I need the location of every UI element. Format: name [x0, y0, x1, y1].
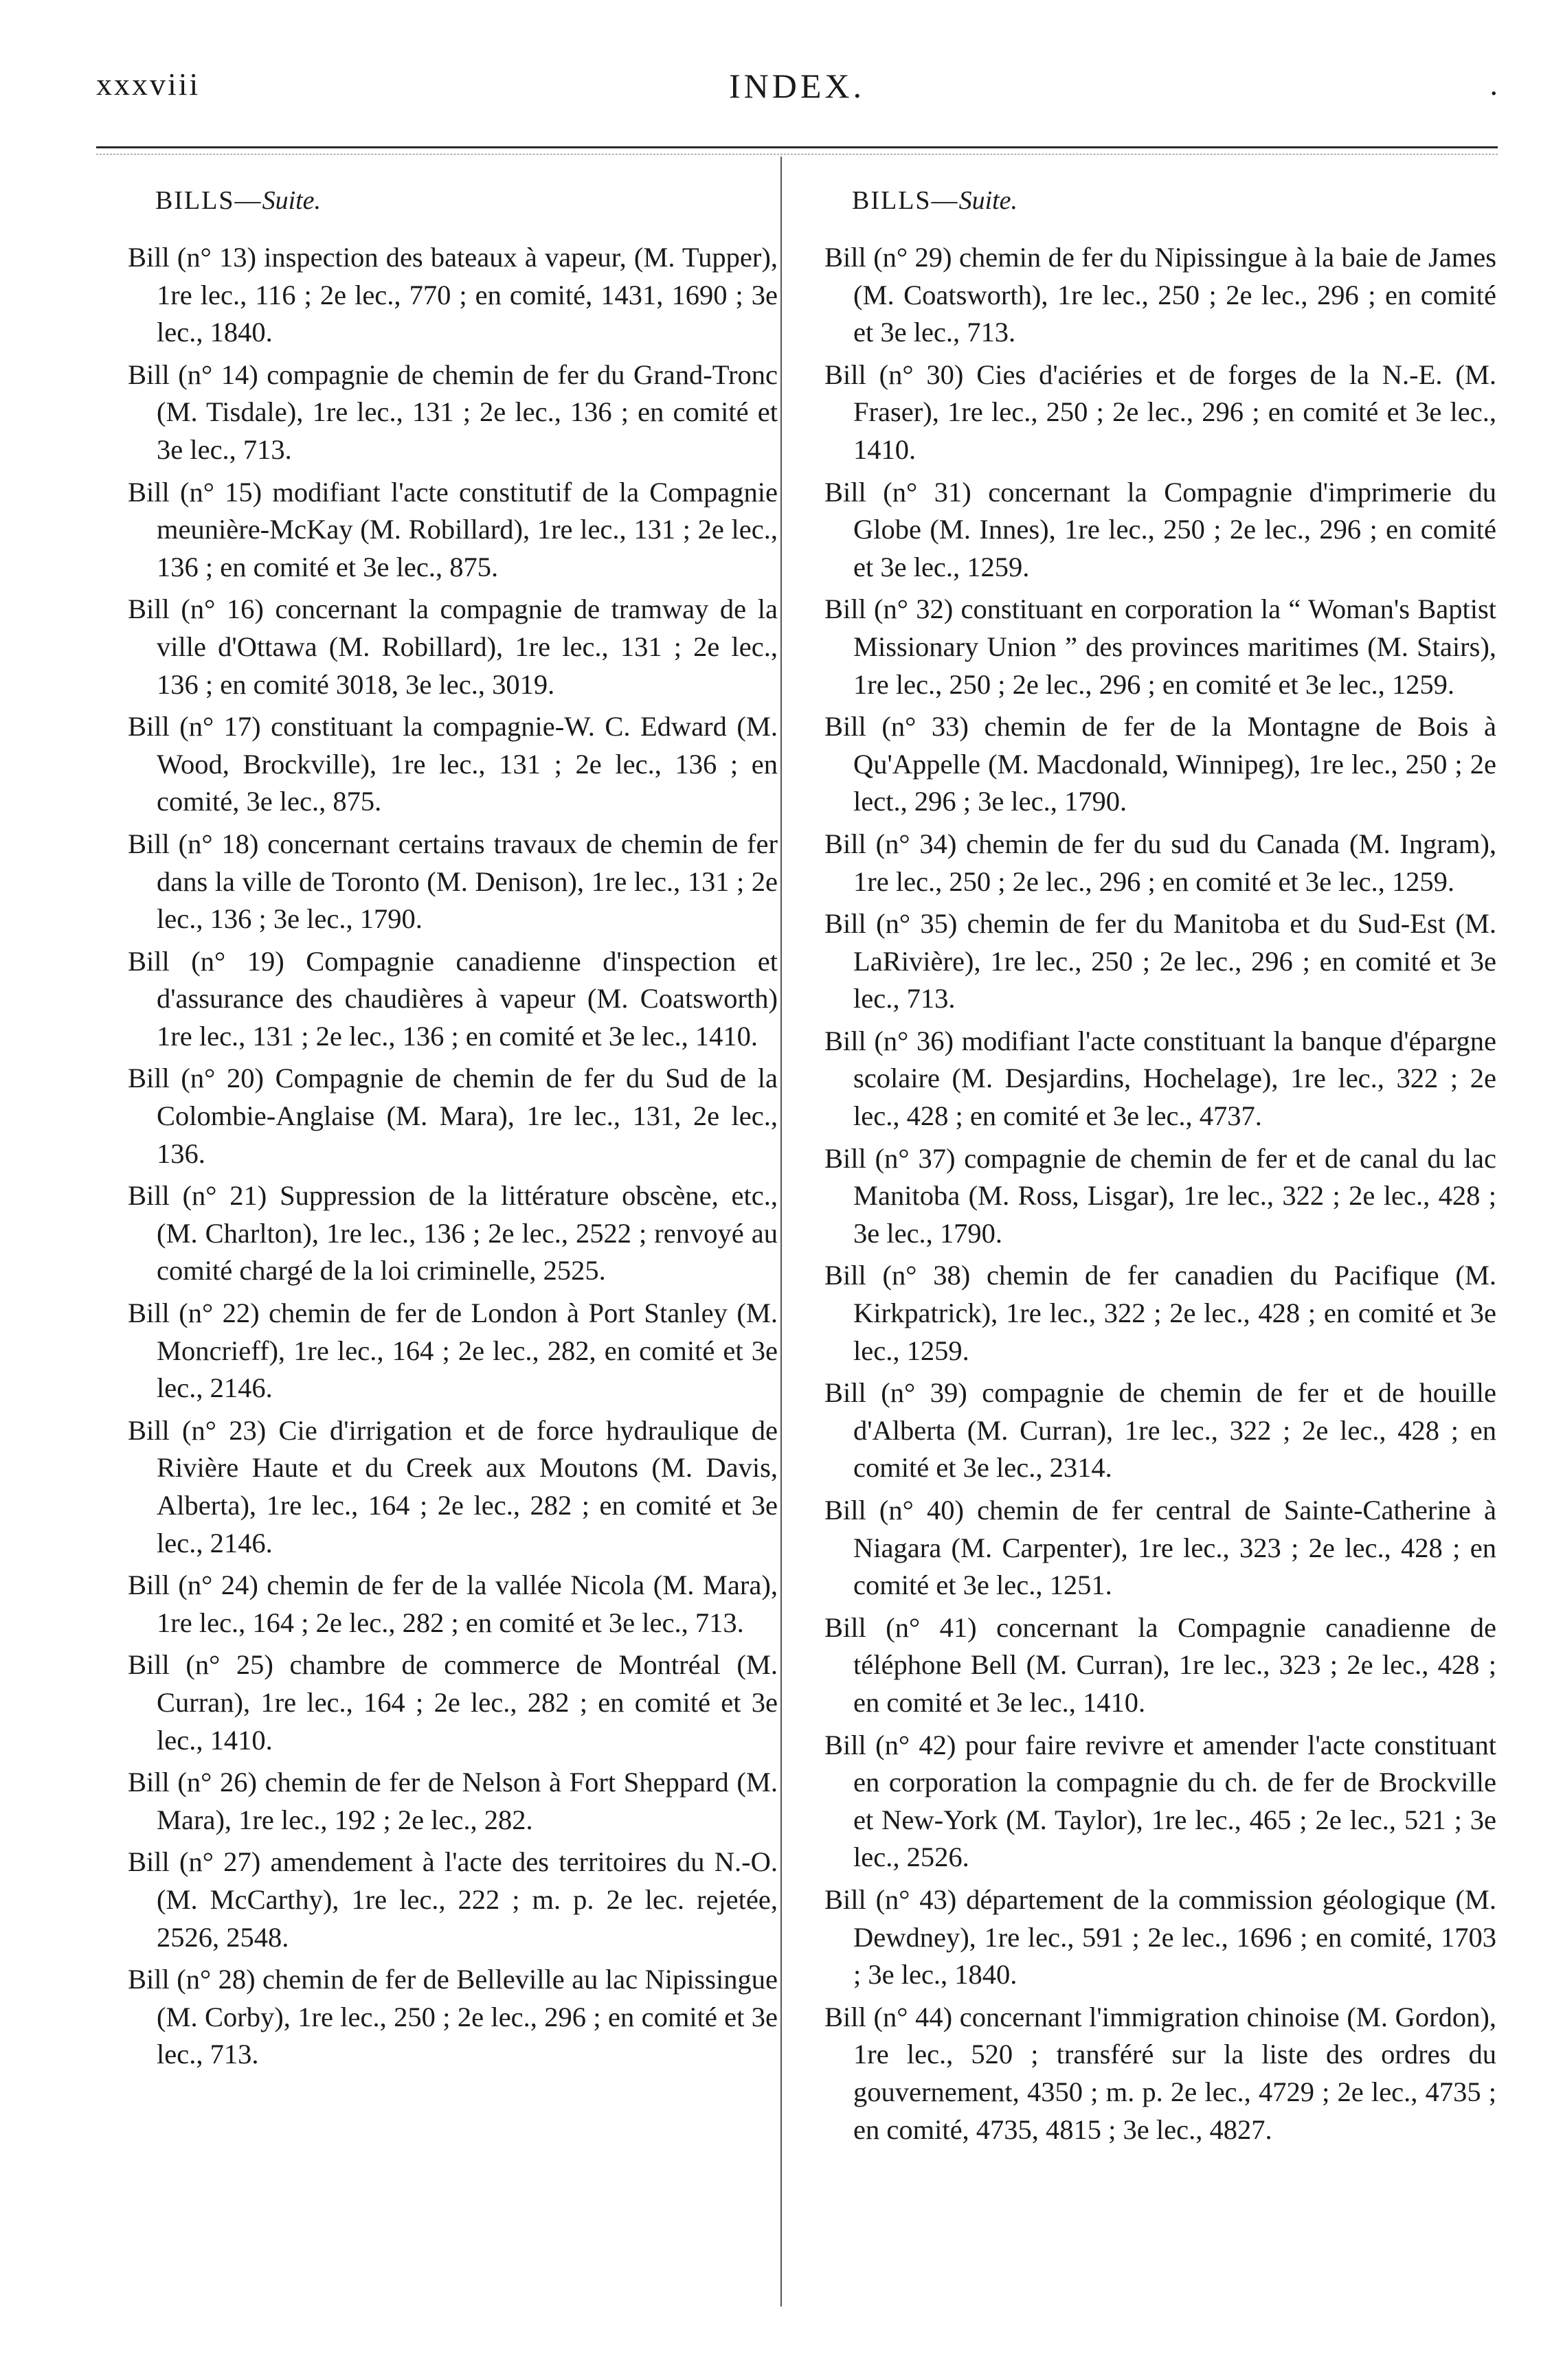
index-entry: Bill (n° 42) pour faire revivre et amender l'acte constituant en corporation la compagnie du ch. de fer de Brockville et New-York (M. Taylor), 1re lec., 465 ; 2e lec., 521 ; 3e lec., 2526.	[824, 1729, 1496, 1873]
index-entry: Bill (n° 17) constituant la compagnie-W. C. Edward (M. Wood, Brockville), 1re lec., 131 ; 2e lec., 136 ; en comité, 3e lec., 875.	[128, 711, 778, 817]
index-entry: Bill (n° 29) chemin de fer du Nipissingue à la baie de James (M. Coatsworth), 1re lec., 250 ; 2e lec., 296 ; en comité et 3e lec., 713.	[824, 242, 1496, 348]
index-entry: Bill (n° 40) chemin de fer central de Sainte-Catherine à Niagara (M. Carpenter), 1re lec., 323 ; 2e lec., 428 ; en comité et 3e lec., 1251.	[824, 1495, 1496, 1601]
index-entry: Bill (n° 27) amendement à l'acte des territoires du N.-O. (M. McCarthy), 1re lec., 222 ; m. p. 2e lec. rejetée, 2526, 2548.	[128, 1846, 778, 1953]
index-entry: Bill (n° 13) inspection des bateaux à vapeur, (M. Tupper), 1re lec., 116 ; 2e lec., 770 ; en comité, 1431, 1690 ; 3e lec., 1840.	[128, 242, 778, 348]
index-entry: Bill (n° 39) compagnie de chemin de fer et de houille d'Alberta (M. Curran), 1re lec., 322 ; 2e lec., 428 ; en comité et 3e lec., 2314.	[824, 1377, 1496, 1484]
index-entry: Bill (n° 36) modifiant l'acte constituant la banque d'épargne scolaire (M. Desjardins, Hochelage), 1re lec., 322 ; 2e lec., 428 ; en comité et 3e lec., 4737.	[824, 1025, 1496, 1132]
index-entry: Bill (n° 38) chemin de fer canadien du Pacifique (M. Kirkpatrick), 1re lec., 322 ; 2e lec., 428 ; en comité et 3e lec., 1259.	[824, 1260, 1496, 1366]
index-entry: Bill (n° 15) modifiant l'acte constitutif de la Compagnie meunière-McKay (M. Robillard), 1re lec., 131 ; 2e lec., 136 ; en comité et 3e lec., 875.	[128, 476, 778, 582]
left-heading-main: BILLS—	[155, 186, 262, 215]
right-column	[824, 185, 1496, 2153]
index-entry: Bill (n° 14) compagnie de chemin de fer du Grand-Tronc (M. Tisdale), 1re lec., 131 ; 2e lec., 136 ; en comité et 3e lec., 713.	[128, 359, 778, 465]
index-entry: Bill (n° 43) département de la commission géologique (M. Dewdney), 1re lec., 591 ; 2e lec., 1696 ; en comité, 1703 ; 3e lec., 1840.	[824, 1883, 1496, 1991]
running-title: INDEX.	[728, 67, 866, 105]
index-entry: Bill (n° 41) concernant la Compagnie canadienne de téléphone Bell (M. Curran), 1re lec., 323 ; 2e lec., 428 ; en comité et 3e lec., 1410.	[824, 1611, 1496, 1718]
index-entry: Bill (n° 16) concernant la compagnie de tramway de la ville d'Ottawa (M. Robillard), 1re lec., 131 ; 2e lec., 136 ; en comité 3018, 3e lec., 3019.	[128, 593, 778, 700]
left-entries	[128, 239, 778, 2074]
index-entry: Bill (n° 26) chemin de fer de Nelson à Fort Sheppard (M. Mara), 1re lec., 192 ; 2e lec., 282.	[128, 1767, 778, 1835]
index-entry: Bill (n° 25) chambre de commerce de Montréal (M. Curran), 1re lec., 164 ; 2e lec., 282 ; en comité et 3e lec., 1410.	[128, 1649, 778, 1756]
page-number: xxxviii	[96, 67, 201, 102]
index-entry: Bill (n° 18) concernant certains travaux de chemin de fer dans la ville de Toronto (M. Denison), 1re lec., 131 ; 2e lec., 136 ; 3e lec., 1790.	[128, 828, 778, 935]
index-entry: Bill (n° 37) compagnie de chemin de fer et de canal du lac Manitoba (M. Ross, Lisgar), 1re lec., 322 ; 2e lec., 428 ; 3e lec., 1790.	[824, 1142, 1496, 1249]
left-column-heading	[155, 185, 778, 216]
column-divider	[780, 157, 782, 2307]
right-heading-suite: Suite.	[958, 186, 1018, 215]
header-rule	[96, 146, 1498, 148]
left-column	[128, 185, 778, 2078]
index-entry: Bill (n° 20) Compagnie de chemin de fer du Sud de la Colombie-Anglaise (M. Mara), 1re lec., 131, 2e lec., 136.	[128, 1063, 778, 1169]
index-entry: Bill (n° 24) chemin de fer de la vallée Nicola (M. Mara), 1re lec., 164 ; 2e lec., 282 ; en comité et 3e lec., 713.	[128, 1569, 778, 1638]
index-entry: Bill (n° 44) concernant l'immigration chinoise (M. Gordon), 1re lec., 520 ; transféré sur la liste des ordres du gouvernement, 4350 ; m. p. 2e lec., 4729 ; 2e lec., 4735 ; en comité, 4735, 4815 ; 3e lec., 4827.	[824, 2001, 1496, 2145]
index-entry: Bill (n° 35) chemin de fer du Manitoba et du Sud-Est (M. LaRivière), 1re lec., 250 ; 2e lec., 296 ; en comité et 3e lec., 713.	[824, 908, 1496, 1015]
index-entry: Bill (n° 34) chemin de fer du sud du Canada (M. Ingram), 1re lec., 250 ; 2e lec., 296 ; en comité et 3e lec., 1259.	[824, 828, 1496, 897]
right-column-heading	[852, 185, 1496, 216]
header-rule-secondary	[96, 154, 1498, 155]
index-entry: Bill (n° 19) Compagnie canadienne d'inspection et d'assurance des chaudières à vapeur (M. Coatsworth) 1re lec., 131 ; 2e lec., 136 ; en comité et 3e lec., 1410.	[128, 945, 778, 1052]
index-entry: Bill (n° 21) Suppression de la littérature obscène, etc., (M. Charlton), 1re lec., 136 ; 2e lec., 2522 ; renvoyé au comité chargé de la loi criminelle, 2525.	[128, 1180, 778, 1287]
right-heading-main: BILLS—	[852, 186, 959, 215]
index-entry: Bill (n° 31) concernant la Compagnie d'imprimerie du Globe (M. Innes), 1re lec., 250 ; 2e lec., 296 ; en comité et 3e lec., 1259.	[824, 476, 1496, 582]
page-header	[96, 66, 1498, 114]
index-entry: Bill (n° 22) chemin de fer de London à Port Stanley (M. Moncrieff), 1re lec., 164 ; 2e lec., 282, en comité et 3e lec., 2146.	[128, 1297, 778, 1404]
right-entries	[824, 239, 1496, 2149]
left-heading-suite: Suite.	[262, 186, 322, 215]
index-entry: Bill (n° 23) Cie d'irrigation et de force hydraulique de Rivière Haute et du Creek aux Moutons (M. Davis, Alberta), 1re lec., 164 ; 2e lec., 282 ; en comité et 3e lec., 2146.	[128, 1414, 778, 1559]
index-entry: Bill (n° 28) chemin de fer de Belleville au lac Nipissingue (M. Corby), 1re lec., 250 ; 2e lec., 296 ; en comité et 3e lec., 713.	[128, 1964, 778, 2070]
header-mark: .	[1489, 67, 1498, 102]
index-entry: Bill (n° 32) constituant en corporation la “ Woman's Baptist Missionary Union ” des provinces maritimes (M. Stairs), 1re lec., 250 ; 2e lec., 296 ; en comité et 3e lec., 1259.	[824, 593, 1496, 700]
index-entry: Bill (n° 33) chemin de fer de la Montagne de Bois à Qu'Appelle (M. Macdonald, Winnipeg), 1re lec., 250 ; 2e lect., 296 ; 3e lec., 1790.	[824, 711, 1496, 817]
index-entry: Bill (n° 30) Cies d'aciéries et de forges de la N.-E. (M. Fraser), 1re lec., 250 ; 2e lec., 296 ; en comité et 3e lec., 1410.	[824, 359, 1496, 465]
